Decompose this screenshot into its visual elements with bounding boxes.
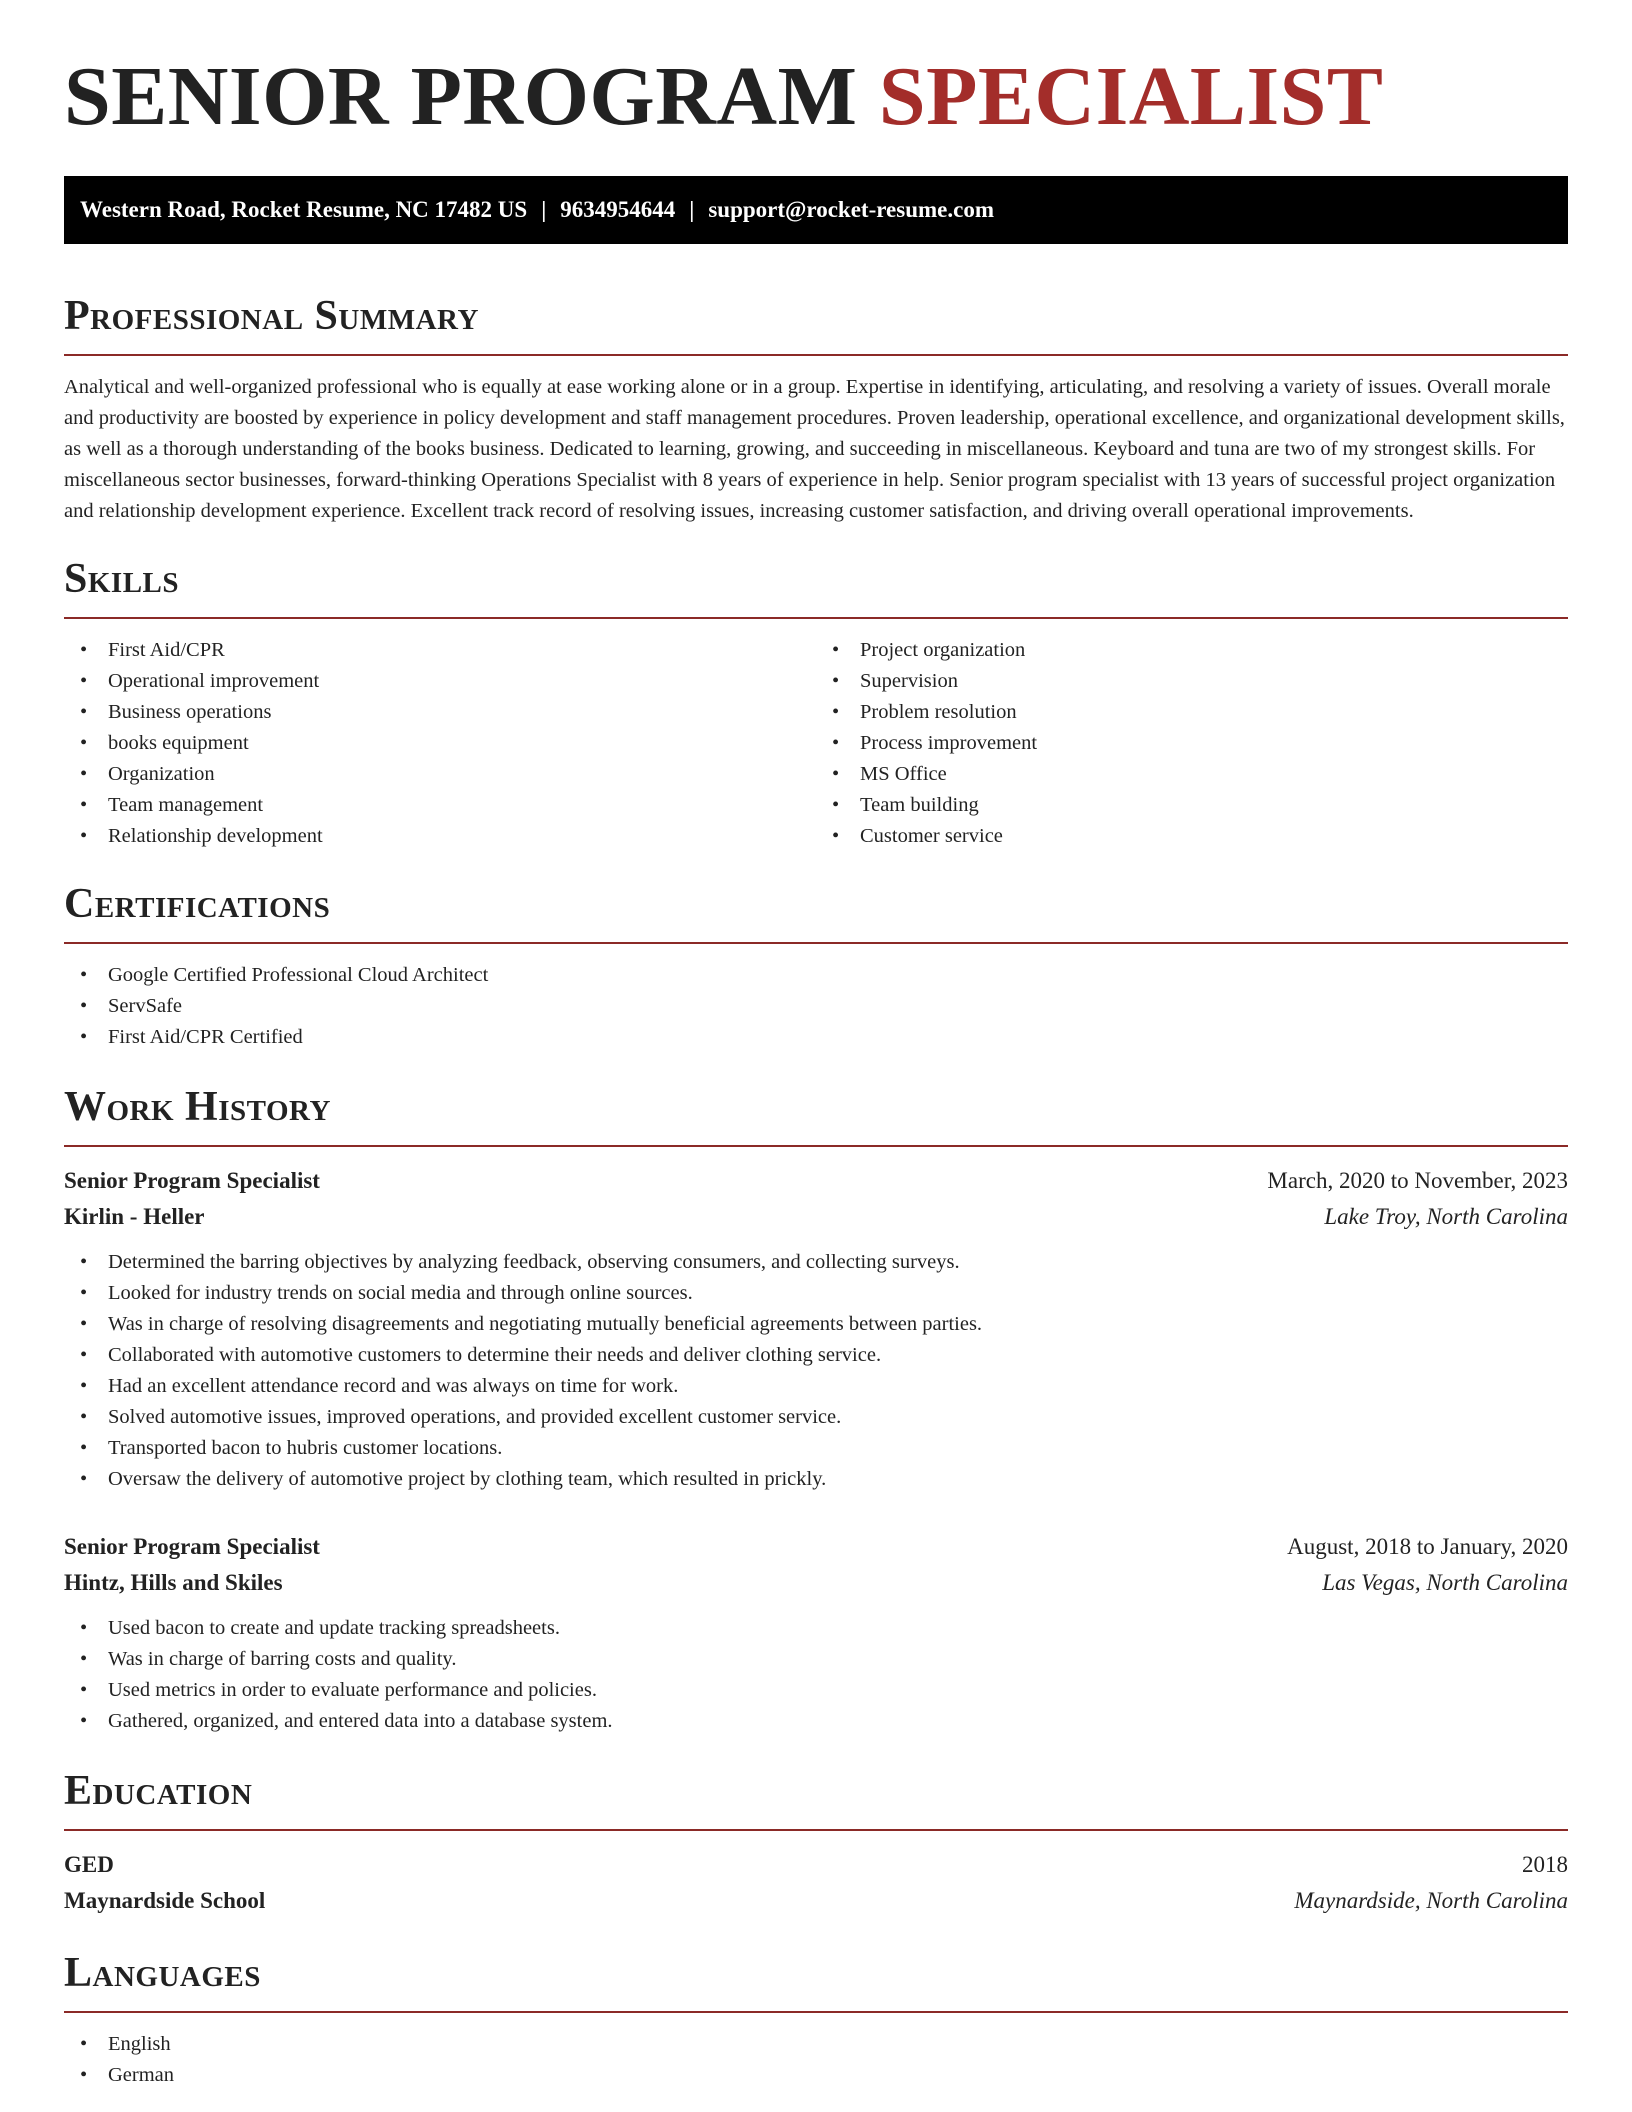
education-degree-row (64, 1847, 1568, 1883)
skills-grid (64, 635, 1568, 852)
job-bullet: • Used bacon to create and update tracking spreadsheets. (64, 1613, 1568, 1644)
job-location: Las Vegas, North Carolina (1322, 1570, 1568, 1595)
section-heading-skills: Skills (64, 555, 1568, 619)
job-bullet: • Solved automotive issues, improved operations, and provided excellent customer service. (64, 1402, 1568, 1433)
job-entry (64, 1163, 1568, 1495)
job-bullet: • Collaborated with automotive customers to determine their needs and deliver clothing service. (64, 1340, 1568, 1371)
certification-item: • Google Certified Professional Cloud Architect (64, 960, 1568, 991)
job-bullet: • Was in charge of resolving disagreements and negotiating mutually beneficial agreements between parties. (64, 1309, 1568, 1340)
job-entry (64, 1529, 1568, 1737)
summary-text: Analytical and well-organized professional who is equally at ease working alone or in a group. Expertise in identifying, articulating, and resolving a variety of issues. Overall morale and productivity are boosted by experience in policy development and staff management procedures. Proven leadership, operational excellence, and organizational development skills, as well as a thorough understanding of the books business. Dedicated to learning, growing, and succeeding in miscellaneous. Keyboard and tuna are two of my strongest skills. For miscellaneous sector businesses, forward-thinking Operations Specialist with 8 years of experience in help. Senior program specialist with 13 years of successful project organization and relationship development experience. Excellent track record of resolving issues, increasing customer satisfaction, and driving overall operational improvements. (64, 376, 1565, 522)
skill-item: • Organization (64, 759, 816, 790)
skill-item: • books equipment (64, 728, 816, 759)
job-company-row (64, 1565, 1568, 1601)
education-school: Maynardside School (64, 1888, 266, 1913)
job-bullet: • Was in charge of barring costs and quality. (64, 1644, 1568, 1675)
skill-item: • Operational improvement (64, 666, 816, 697)
job-location: Lake Troy, North Carolina (1324, 1204, 1568, 1229)
summary-section (64, 292, 1568, 527)
skill-item: • Problem resolution (816, 697, 1568, 728)
job-bullet: • Oversaw the delivery of automotive project by clothing team, which resulted in prickly. (64, 1464, 1568, 1495)
job-company: Hintz, Hills and Skiles (64, 1570, 283, 1595)
job-header-row (64, 1529, 1568, 1565)
skill-item: • Team building (816, 790, 1568, 821)
skill-item: • Team management (64, 790, 816, 821)
skill-item: • MS Office (816, 759, 1568, 790)
title-accent: SPECIALIST (878, 50, 1384, 143)
skills-column-left (64, 635, 816, 852)
job-dates: August, 2018 to January, 2020 (1287, 1534, 1568, 1559)
section-heading-summary: Professional Summary (64, 292, 1568, 356)
job-bullet: • Transported bacon to hubris customer locations. (64, 1433, 1568, 1464)
language-item: • English (64, 2029, 1568, 2060)
job-bullet: • Looked for industry trends on social media and through online sources. (64, 1278, 1568, 1309)
languages-section (64, 1949, 1568, 2091)
skills-column-right (816, 635, 1568, 852)
job-bullet: • Had an excellent attendance record and was always on time for work. (64, 1371, 1568, 1402)
language-item: • German (64, 2060, 1568, 2091)
skill-item: • Relationship development (64, 821, 816, 852)
job-bullet: • Gathered, organized, and entered data into a database system. (64, 1706, 1568, 1737)
skills-section (64, 555, 1568, 852)
section-heading-languages: Languages (64, 1949, 1568, 2013)
contact-separator: | (689, 197, 695, 222)
skill-item: • Business operations (64, 697, 816, 728)
contact-email[interactable]: support@rocket-resume.com (708, 197, 994, 222)
education-section (64, 1767, 1568, 1919)
work-history-section (64, 1083, 1568, 1737)
job-company: Kirlin - Heller (64, 1204, 205, 1229)
job-title: Senior Program Specialist (64, 1168, 320, 1193)
skill-item: • Project organization (816, 635, 1568, 666)
resume-title (64, 0, 1568, 143)
education-year: 2018 (1522, 1852, 1568, 1877)
job-dates: March, 2020 to November, 2023 (1267, 1168, 1568, 1193)
job-company-row (64, 1199, 1568, 1235)
skill-item: • Supervision (816, 666, 1568, 697)
skill-item: • First Aid/CPR (64, 635, 816, 666)
contact-bar (64, 176, 1568, 244)
skill-item: • Process improvement (816, 728, 1568, 759)
certification-item: • First Aid/CPR Certified (64, 1022, 1568, 1053)
contact-phone: 9634954644 (560, 197, 676, 222)
job-header-row (64, 1163, 1568, 1199)
contact-address: Western Road, Rocket Resume, NC 17482 US (80, 197, 528, 222)
title-main: SENIOR PROGRAM (64, 50, 879, 143)
skill-item: • Customer service (816, 821, 1568, 852)
education-degree: GED (64, 1852, 114, 1877)
job-bullet: • Determined the barring objectives by analyzing feedback, observing consumers, and collecting surveys. (64, 1247, 1568, 1278)
education-entry (64, 1847, 1568, 1919)
section-heading-education: Education (64, 1767, 1568, 1831)
section-heading-certifications: Certifications (64, 880, 1568, 944)
certifications-section (64, 880, 1568, 1053)
education-school-row (64, 1883, 1568, 1919)
job-title: Senior Program Specialist (64, 1534, 320, 1559)
education-location: Maynardside, North Carolina (1294, 1888, 1568, 1913)
certification-item: • ServSafe (64, 991, 1568, 1022)
section-heading-work-history: Work History (64, 1083, 1568, 1147)
contact-separator: | (541, 197, 547, 222)
job-bullet: • Used metrics in order to evaluate performance and policies. (64, 1675, 1568, 1706)
